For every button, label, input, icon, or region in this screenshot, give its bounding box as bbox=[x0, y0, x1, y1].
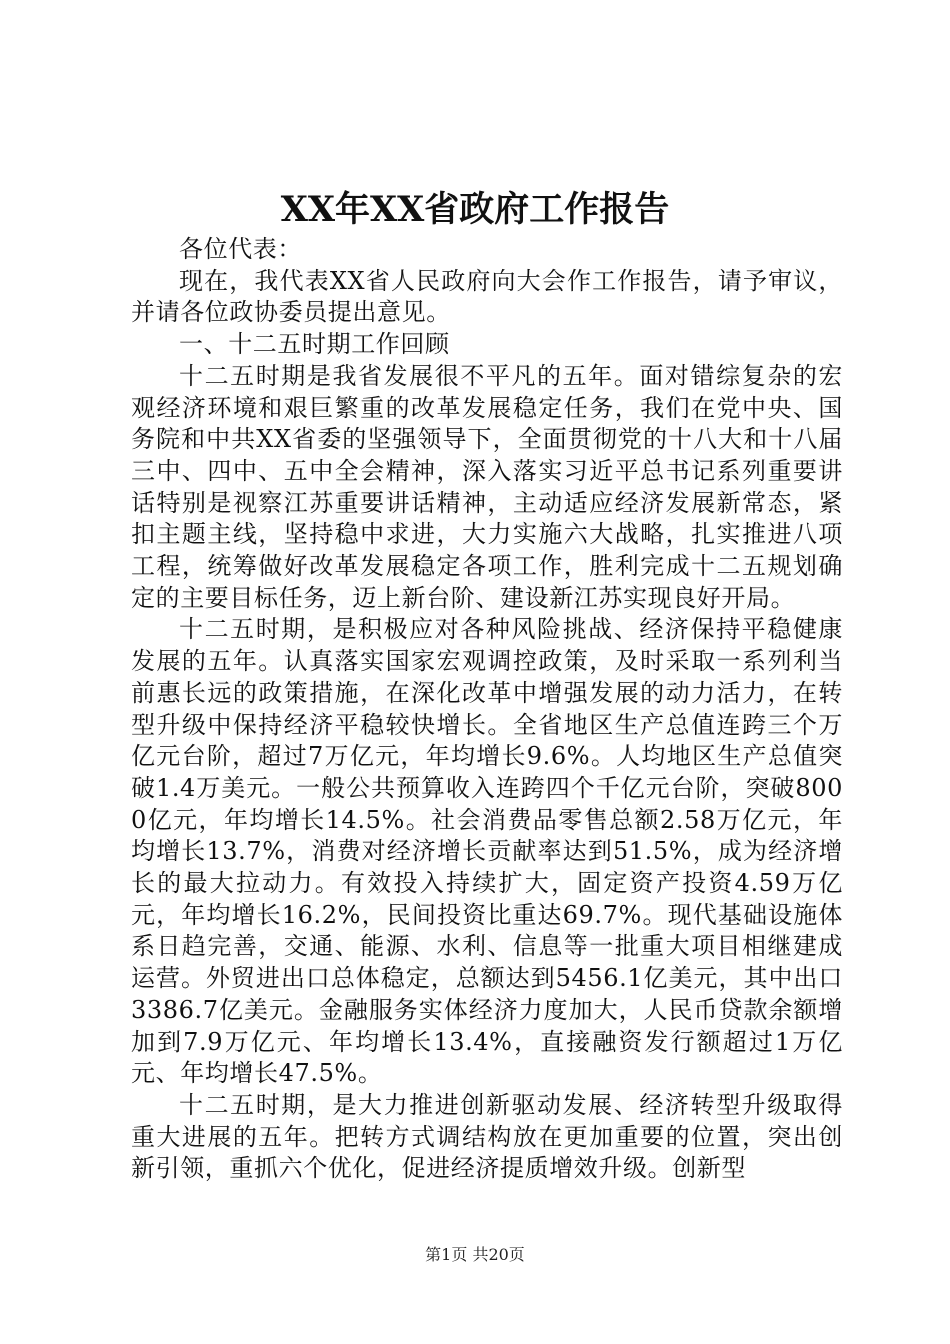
document-title: XX年XX省政府工作报告 bbox=[280, 189, 670, 230]
page-number-footer: 第1页 共20页 bbox=[425, 1245, 525, 1264]
body-paragraph: 十二五时期，是积极应对各种风险挑战、经济保持平稳健康发展的五年。认真落实国家宏观调控政策，及时采取一系列利当前惠长远的政策措施，在深化改革中增强发展的动力活力，在转型升级中保持经济平稳较快增长。全省地区生产总值连跨三个万亿元台阶，超过7万亿元，年均增长9.6%。人均地区生产总值突破1.4万美元。一般公共预算收入连跨四个千亿元台阶，突破8000亿元，年均增长14.5%。社会消费品零售总额2.58万亿元，年均增长13.7%，消费对经济增长贡献率达到51.5%，成为经济增长的最大拉动力。有效投入持续扩大，固定资产投资4.59万亿元，年均增长16.2%，民间投资比重达69.7%。现代基础设施体系日趋完善，交通、能源、水利、信息等一批重大项目相继建成运营。外贸进出口总体稳定，总额达到5456.1亿美元，其中出口3386.7亿美元。金融服务实体经济力度加大，人民币贷款余额增加到7.9万亿元、年均增长13.4%，直接融资发行额超过1万亿元、年均增长47.5%。 bbox=[131, 615, 843, 1088]
body-paragraph: 十二五时期，是大力推进创新驱动发展、经济转型升级取得重大进展的五年。把转方式调结构放在更加重要的位置，突出创新引领，重抓六个优化，促进经济提质增效升级。创新型 bbox=[131, 1090, 843, 1183]
intro-paragraph: 现在，我代表XX省人民政府向大会作工作报告，请予审议，并请各位政协委员提出意见。 bbox=[131, 266, 843, 327]
section-heading: 一、十二五时期工作回顾 bbox=[179, 330, 450, 359]
salutation-paragraph: 各位代表： bbox=[179, 235, 302, 263]
body-paragraph: 十二五时期是我省发展很不平凡的五年。面对错综复杂的宏观经济环境和艰巨繁重的改革发展稳定任务，我们在党中央、国务院和中共XX省委的坚强领导下，全面贯彻党的十八大和十八届三中、四中、五中全会精神，深入落实习近平总书记系列重要讲话特别是视察江苏重要讲话精神，主动适应经济发展新常态，紧扣主题主线，坚持稳中求进，大力实施六大战略，扎实推进八项工程，统筹做好改革发展稳定各项工作，胜利完成十二五规划确定的主要目标任务，迈上新台阶、建设新江苏实现良好开局。 bbox=[131, 361, 843, 612]
document-body bbox=[131, 234, 843, 1185]
